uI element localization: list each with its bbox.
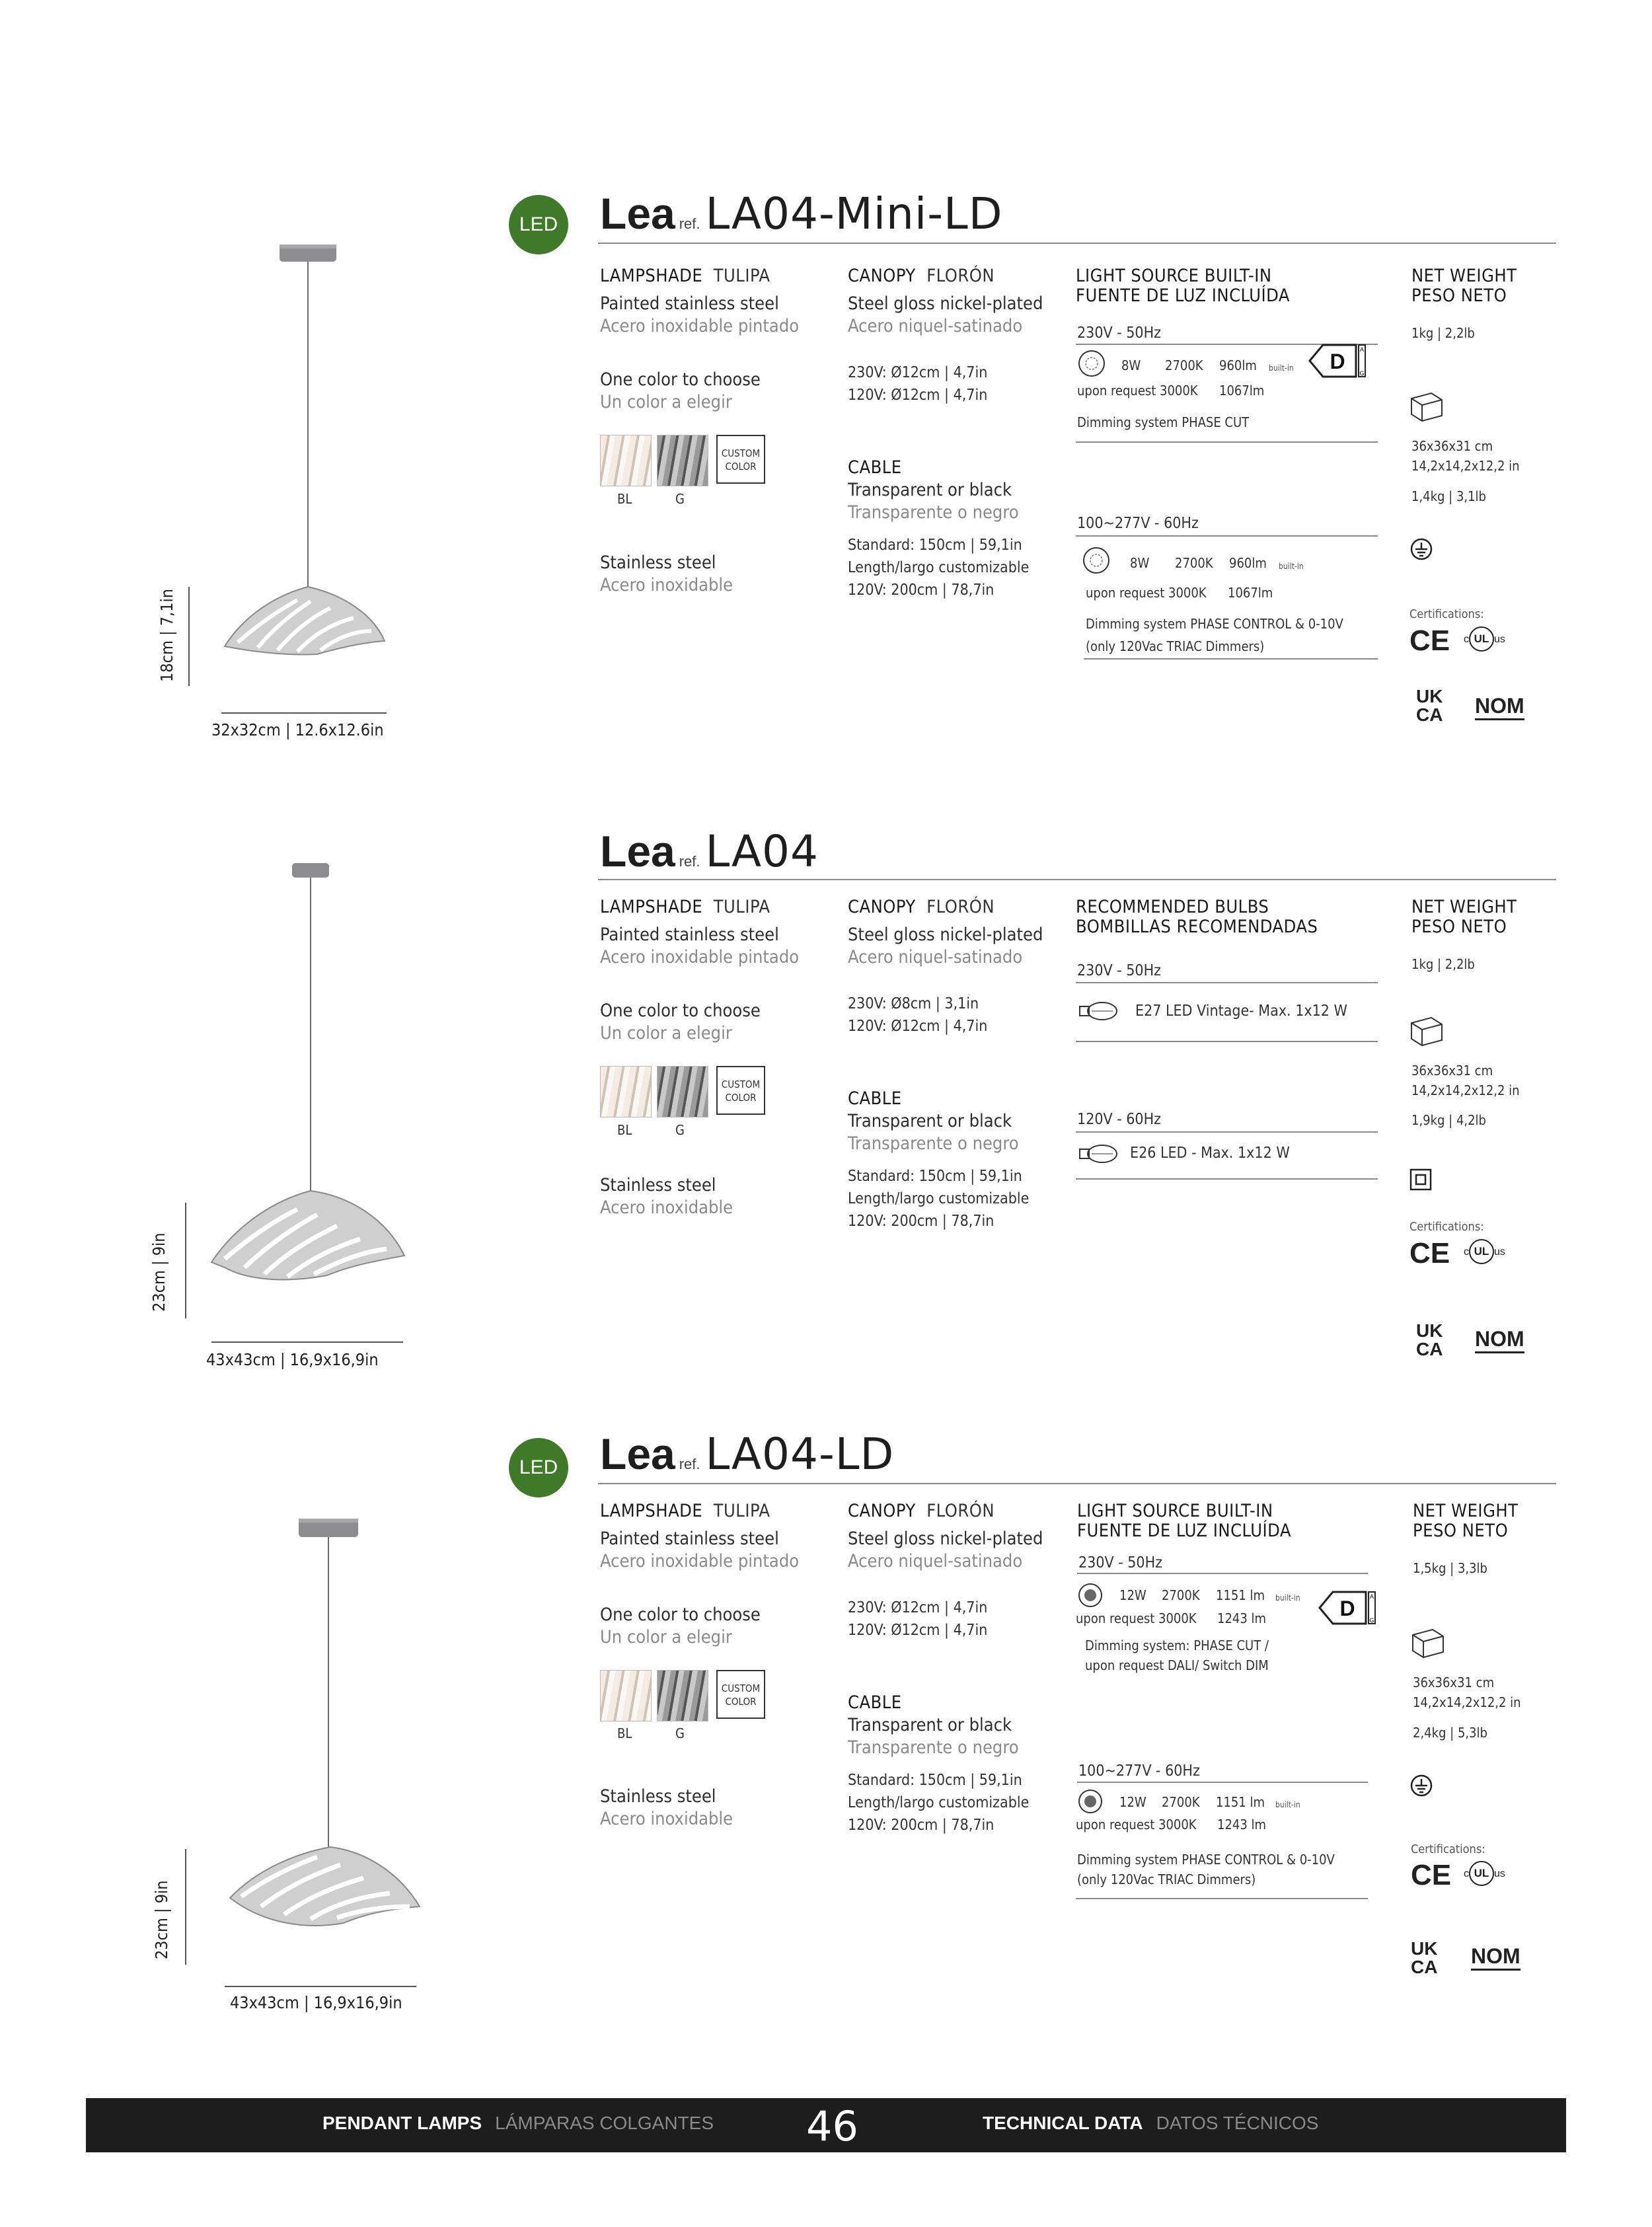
swatch-g[interactable] <box>657 1670 708 1721</box>
box-icon <box>1408 1011 1446 1048</box>
color-choice-es: Un color a elegir <box>600 392 732 412</box>
v2-dimming: Dimming system PHASE CONTROL & 0-10V <box>1086 616 1343 632</box>
ul-mark <box>1464 1861 1505 1886</box>
v2-builtin: built-in <box>1279 562 1304 571</box>
product-code: LA04-LD <box>705 1429 895 1480</box>
voltage-1: 230V - 50Hz <box>1077 962 1161 979</box>
swatch-custom-label-2: COLOR <box>725 461 757 472</box>
product-title <box>600 188 1003 239</box>
light-heading-en: LIGHT SOURCE BUILT-IN <box>1076 266 1272 286</box>
light-heading-en: LIGHT SOURCE BUILT-IN <box>1077 1501 1273 1521</box>
bulb-120-rule <box>1076 1178 1378 1180</box>
ul-mark-c: c <box>1464 1246 1469 1258</box>
canopy-material-es: Acero niquel-satinado <box>848 1551 1023 1571</box>
lampshade-material-es: Acero inoxidable pintado <box>600 1551 800 1571</box>
weight-heading-en: NET WEIGHT <box>1411 266 1517 286</box>
v1-kelvin: 2700K <box>1162 1587 1200 1603</box>
swatch-bl-label: BL <box>617 491 632 507</box>
footer-left-en: PENDANT LAMPS <box>322 2113 482 2133</box>
width-dimension: 43x43cm | 16,9x16,9in <box>230 1993 402 2012</box>
bulb-230-rule <box>1076 1041 1378 1042</box>
ref-label: ref. <box>679 215 700 232</box>
cable-es: Transparente o negro <box>848 502 1019 523</box>
lampshade-heading <box>600 1500 770 1523</box>
v2-lumens: 1151 lm <box>1216 1794 1265 1810</box>
swatch-bl[interactable] <box>600 435 652 486</box>
voltage-1: 230V - 50Hz <box>1077 324 1161 342</box>
v2-request: upon request 3000K <box>1086 585 1207 601</box>
lampshade-material-en: Painted stainless steel <box>600 293 779 314</box>
canopy-material-en: Steel gloss nickel-plated <box>848 1529 1043 1549</box>
cable-es: Transparente o negro <box>848 1133 1019 1154</box>
voltage-1-rule <box>1076 982 1378 983</box>
bulbs-heading-es: BOMBILLAS RECOMENDADAS <box>1076 917 1318 937</box>
light-heading-es: FUENTE DE LUZ INCLUÍDA <box>1076 285 1291 306</box>
ul-mark <box>1464 1239 1505 1264</box>
led-chip-icon <box>1077 349 1106 378</box>
lampshade-material-es: Acero inoxidable pintado <box>600 947 800 967</box>
swatch-bl[interactable] <box>600 1670 652 1721</box>
ul-mark-c: c <box>1464 1868 1469 1879</box>
led-chip-icon <box>1082 546 1111 575</box>
footer-topic-label <box>983 2113 1318 2134</box>
led-badge: LED <box>509 1438 568 1497</box>
width-dimension: 32x32cm | 12.6x12.6in <box>211 720 384 739</box>
certifications-label: Certifications: <box>1409 1220 1484 1234</box>
v2-kelvin: 2700K <box>1175 555 1213 571</box>
ul-mark-us: us <box>1494 1868 1505 1879</box>
v1-kelvin: 2700K <box>1165 358 1203 373</box>
ce-mark: CE <box>1411 1859 1452 1891</box>
swatch-custom-color[interactable] <box>716 435 765 484</box>
box-size-in: 14,2x14,2x12,2 in <box>1411 458 1520 474</box>
color-choice-es: Un color a elegir <box>600 1023 732 1043</box>
swatch-custom-label-2: COLOR <box>725 1696 757 1708</box>
energy-class-letter: D <box>1330 350 1345 373</box>
v2-watt: 8W <box>1130 555 1150 571</box>
footer-left-es: LÁMPARAS COLGANTES <box>495 2113 714 2133</box>
net-weight: 1kg | 2,2lb <box>1411 325 1475 341</box>
lampshade-heading-en: LAMPSHADE <box>600 897 703 917</box>
inner-material-es: Acero inoxidable <box>600 1809 733 1829</box>
net-weight: 1,5kg | 3,3lb <box>1413 1560 1487 1576</box>
cable-es: Transparente o negro <box>848 1737 1019 1758</box>
inner-material-en: Stainless steel <box>600 1175 716 1195</box>
canopy-heading <box>848 1500 995 1523</box>
product-title <box>600 826 819 877</box>
inner-material-es: Acero inoxidable <box>600 1197 733 1218</box>
ukca-mark <box>1411 1940 1437 1977</box>
swatch-custom-color[interactable] <box>716 1066 765 1115</box>
v1-request: upon request 3000K <box>1077 383 1198 398</box>
canopy-heading-es: FLORÓN <box>926 1501 995 1521</box>
v1-watt: 8W <box>1121 358 1141 373</box>
lampshade-heading-es: TULIPA <box>713 1501 770 1521</box>
canopy-heading <box>848 896 995 919</box>
height-dimension-line <box>185 1849 186 1965</box>
v1-request-lumens: 1067lm <box>1219 383 1265 398</box>
v1-request-lumens: 1243 lm <box>1217 1610 1267 1626</box>
v1-dimming: Dimming system PHASE CUT <box>1077 414 1250 430</box>
canopy-230: 230V: Ø12cm | 4,7in <box>848 364 988 381</box>
bulb-230: E27 LED Vintage- Max. 1x12 W <box>1135 1002 1347 1020</box>
bulb-icon <box>1076 1142 1119 1166</box>
box-size-cm: 36x36x31 cm <box>1413 1675 1495 1690</box>
v2-dimming: Dimming system PHASE CONTROL & 0-10V <box>1077 1852 1335 1868</box>
ukca-mark-ca: CA <box>1416 704 1443 725</box>
cable-heading: CABLE <box>848 1692 902 1713</box>
canopy-material-en: Steel gloss nickel-plated <box>848 925 1043 945</box>
cable-heading: CABLE <box>848 457 902 478</box>
title-rule <box>598 1483 1556 1484</box>
v1-watt: 12W <box>1119 1587 1146 1603</box>
bulb-120: E26 LED - Max. 1x12 W <box>1130 1145 1290 1162</box>
color-choice-en: One color to choose <box>600 1000 761 1021</box>
box-icon <box>1409 1623 1447 1660</box>
v2-builtin: built-in <box>1275 1800 1300 1809</box>
canopy-120: 120V: Ø12cm | 4,7in <box>848 387 988 404</box>
width-dimension-line <box>211 1341 403 1343</box>
cable-120: 120V: 200cm | 78,7in <box>848 1817 995 1834</box>
voltage-2: 100~277V - 60Hz <box>1077 515 1199 532</box>
color-choice-es: Un color a elegir <box>600 1627 732 1647</box>
inner-material-en: Stainless steel <box>600 552 716 573</box>
cable-120: 120V: 200cm | 78,7in <box>848 1213 995 1230</box>
ul-mark <box>1464 626 1505 652</box>
footer-section-label <box>322 2113 714 2134</box>
energy-class-letter: D <box>1339 1597 1355 1620</box>
canopy-heading-en: CANOPY <box>848 266 916 286</box>
weight-heading-es: PESO NETO <box>1411 285 1507 306</box>
bulb-icon <box>1076 999 1119 1023</box>
lampshade-heading-es: TULIPA <box>713 266 770 286</box>
cable-120: 120V: 200cm | 78,7in <box>848 582 995 599</box>
ul-mark-core: UL <box>1469 1861 1494 1886</box>
swatch-bl-label: BL <box>617 1122 632 1138</box>
lamp-illustration <box>192 852 430 1315</box>
ref-label: ref. <box>679 1456 700 1472</box>
v1-lumens: 960lm <box>1219 358 1257 373</box>
product-name: Lea <box>600 1429 675 1478</box>
energy-scale-top: A <box>1369 1593 1374 1600</box>
voltage-2-rule <box>1076 535 1378 537</box>
voltage-1-rule <box>1077 1573 1368 1574</box>
weight-heading-es: PESO NETO <box>1411 917 1507 937</box>
height-dimension: 18cm | 7,1in <box>157 588 176 682</box>
canopy-material-en: Steel gloss nickel-plated <box>848 293 1043 314</box>
ukca-mark-uk: UK <box>1411 1938 1438 1959</box>
v2-dimming-note: (only 120Vac TRIAC Dimmers) <box>1086 638 1265 654</box>
cable-heading: CABLE <box>848 1088 902 1109</box>
lampshade-material-en: Painted stainless steel <box>600 925 779 945</box>
swatch-bl[interactable] <box>600 1066 652 1117</box>
lampshade-heading-en: LAMPSHADE <box>600 266 703 286</box>
swatch-g[interactable] <box>657 435 708 486</box>
ukca-mark-ca: CA <box>1416 1339 1443 1359</box>
ref-label: ref. <box>679 853 700 870</box>
height-dimension: 23cm | 9in <box>152 1880 171 1959</box>
nom-mark: NOM <box>1475 694 1524 720</box>
nom-mark: NOM <box>1471 1944 1521 1971</box>
ukca-mark-uk: UK <box>1416 686 1443 706</box>
title-rule <box>598 243 1556 244</box>
cable-length: Length/largo customizable <box>848 1794 1030 1811</box>
swatch-bl-label: BL <box>617 1725 632 1741</box>
canopy-heading-en: CANOPY <box>848 1501 916 1521</box>
color-choice-en: One color to choose <box>600 1604 761 1625</box>
ground-icon <box>1409 1774 1433 1797</box>
ukca-mark-uk: UK <box>1416 1320 1443 1341</box>
swatch-g-label: G <box>675 1122 685 1138</box>
weight-heading-en: NET WEIGHT <box>1411 897 1517 917</box>
canopy-230: 230V: Ø8cm | 3,1in <box>848 995 979 1012</box>
inner-material-es: Acero inoxidable <box>600 575 733 595</box>
voltage-2: 100~277V - 60Hz <box>1078 1762 1200 1780</box>
footer-right-es: DATOS TÉCNICOS <box>1156 2113 1319 2133</box>
title-rule <box>598 879 1556 880</box>
v1-builtin: built-in <box>1275 1593 1300 1603</box>
ground-icon <box>1409 537 1433 561</box>
footer-right-en: TECHNICAL DATA <box>983 2113 1143 2133</box>
ul-mark-core: UL <box>1469 626 1494 652</box>
led-chip-icon <box>1077 1582 1104 1608</box>
width-dimension-line <box>225 1986 416 1987</box>
v1-dimming-note: upon request DALI/ Switch DIM <box>1085 1657 1269 1673</box>
ul-mark-us: us <box>1494 1246 1505 1258</box>
cable-en: Transparent or black <box>848 1111 1012 1131</box>
box-weight: 1,4kg | 3,1lb <box>1411 488 1486 504</box>
v2-watt: 12W <box>1119 1794 1146 1810</box>
canopy-heading-es: FLORÓN <box>926 266 995 286</box>
cable-en: Transparent or black <box>848 1715 1012 1735</box>
ukca-mark <box>1416 1322 1443 1359</box>
canopy-material-es: Acero niquel-satinado <box>848 947 1023 967</box>
energy-scale-bottom: G <box>1359 370 1365 377</box>
inner-material-en: Stainless steel <box>600 1786 716 1807</box>
swatch-g-label: G <box>675 491 685 507</box>
swatch-custom-label-1: CUSTOM <box>721 1682 761 1694</box>
page-number: 46 <box>806 2102 858 2150</box>
width-dimension-line <box>221 712 387 714</box>
led-chip-icon <box>1077 1788 1104 1815</box>
product-title <box>600 1429 894 1480</box>
cable-standard: Standard: 150cm | 59,1in <box>848 537 1022 554</box>
voltage-2-rule <box>1076 1131 1378 1133</box>
canopy-heading-es: FLORÓN <box>926 897 995 917</box>
energy-class-label <box>1308 342 1368 379</box>
ul-mark-us: us <box>1494 634 1505 645</box>
nom-mark: NOM <box>1475 1327 1524 1353</box>
led-badge: LED <box>509 195 568 254</box>
lampshade-heading <box>600 265 770 287</box>
v2-bottom-rule <box>1076 1898 1368 1899</box>
cable-standard: Standard: 150cm | 59,1in <box>848 1772 1022 1789</box>
lampshade-material-es: Acero inoxidable pintado <box>600 316 800 336</box>
ce-mark: CE <box>1409 1237 1450 1269</box>
page-footer <box>86 2098 1566 2152</box>
height-dimension-line <box>188 587 190 686</box>
swatch-g-label: G <box>675 1725 685 1741</box>
v2-kelvin: 2700K <box>1162 1794 1200 1810</box>
product-code: LA04-Mini-LD <box>705 188 1003 239</box>
v2-request: upon request 3000K <box>1076 1817 1197 1832</box>
v1-lumens: 1151 lm <box>1216 1587 1265 1603</box>
lampshade-heading-en: LAMPSHADE <box>600 1501 703 1521</box>
cable-length: Length/largo customizable <box>848 559 1030 576</box>
box-size-cm: 36x36x31 cm <box>1411 1063 1493 1078</box>
color-choice-en: One color to choose <box>600 369 761 390</box>
weight-heading-es: PESO NETO <box>1413 1521 1509 1541</box>
lampshade-heading <box>600 896 770 919</box>
light-heading-es: FUENTE DE LUZ INCLUÍDA <box>1077 1521 1292 1541</box>
net-weight: 1kg | 2,2lb <box>1411 956 1475 972</box>
swatch-custom-label-1: CUSTOM <box>721 1078 761 1090</box>
canopy-material-es: Acero niquel-satinado <box>848 316 1023 336</box>
width-dimension: 43x43cm | 16,9x16,9in <box>206 1350 379 1369</box>
product-name: Lea <box>600 189 675 238</box>
lamp-illustration <box>198 238 423 734</box>
v1-bottom-rule <box>1076 441 1378 443</box>
v2-request-lumens: 1067lm <box>1228 585 1273 601</box>
canopy-heading-en: CANOPY <box>848 897 916 917</box>
ul-mark-core: UL <box>1469 1239 1494 1264</box>
lamp-illustration <box>198 1507 436 1969</box>
energy-class-label <box>1318 1589 1378 1626</box>
energy-scale-bottom: G <box>1369 1617 1374 1624</box>
canopy-230: 230V: Ø12cm | 4,7in <box>848 1599 988 1616</box>
certifications-label: Certifications: <box>1411 1842 1485 1856</box>
lampshade-heading-es: TULIPA <box>713 897 770 917</box>
voltage-2: 120V - 60Hz <box>1077 1111 1161 1128</box>
v1-dimming: Dimming system: PHASE CUT / <box>1085 1638 1269 1653</box>
height-dimension-line <box>185 1203 186 1318</box>
v1-builtin: built-in <box>1269 363 1294 373</box>
double-insulation-icon <box>1409 1168 1432 1191</box>
swatch-custom-label-2: COLOR <box>725 1092 757 1104</box>
swatch-g[interactable] <box>657 1066 708 1117</box>
product-code: LA04 <box>705 826 819 877</box>
lampshade-material-en: Painted stainless steel <box>600 1529 779 1549</box>
v2-request-lumens: 1243 lm <box>1217 1817 1267 1832</box>
certifications-label: Certifications: <box>1409 607 1484 621</box>
box-size-in: 14,2x14,2x12,2 in <box>1411 1082 1520 1098</box>
weight-heading-en: NET WEIGHT <box>1413 1501 1519 1521</box>
energy-scale-top: A <box>1359 346 1365 353</box>
cable-length: Length/largo customizable <box>848 1190 1030 1207</box>
height-dimension: 23cm | 9in <box>149 1232 169 1312</box>
ukca-mark <box>1416 687 1443 724</box>
voltage-1: 230V - 50Hz <box>1078 1554 1162 1571</box>
box-weight: 2,4kg | 5,3lb <box>1413 1725 1487 1741</box>
voltage-2-rule <box>1077 1782 1368 1783</box>
v2-dimming-note: (only 120Vac TRIAC Dimmers) <box>1077 1871 1256 1887</box>
box-weight: 1,9kg | 4,2lb <box>1411 1112 1486 1128</box>
box-icon <box>1408 387 1446 424</box>
canopy-120: 120V: Ø12cm | 4,7in <box>848 1622 988 1639</box>
ul-mark-c: c <box>1464 634 1469 645</box>
cable-standard: Standard: 150cm | 59,1in <box>848 1168 1022 1185</box>
ukca-mark-ca: CA <box>1411 1957 1438 1977</box>
canopy-heading <box>848 265 995 287</box>
box-size-cm: 36x36x31 cm <box>1411 438 1493 454</box>
v2-bottom-rule <box>1084 658 1378 660</box>
bulbs-heading-en: RECOMMENDED BULBS <box>1076 897 1269 917</box>
swatch-custom-color[interactable] <box>716 1670 765 1719</box>
canopy-120: 120V: Ø12cm | 4,7in <box>848 1018 988 1035</box>
ce-mark: CE <box>1409 624 1450 657</box>
product-name: Lea <box>600 827 675 876</box>
v1-request: upon request 3000K <box>1076 1610 1197 1626</box>
box-size-in: 14,2x14,2x12,2 in <box>1413 1694 1521 1710</box>
swatch-custom-label-1: CUSTOM <box>721 447 761 459</box>
cable-en: Transparent or black <box>848 480 1012 500</box>
v2-lumens: 960lm <box>1229 555 1267 571</box>
